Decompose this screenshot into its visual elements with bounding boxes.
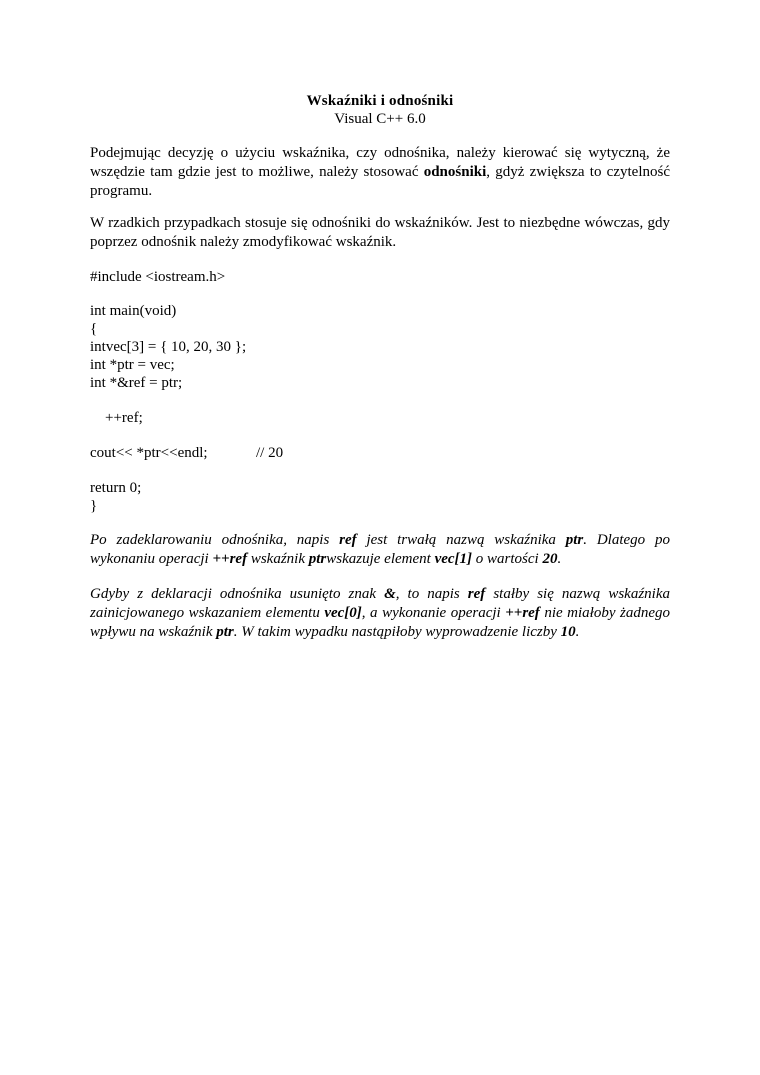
paragraph-1-text-a: Podejmując decyzję o użyciu wskaźnika, czy odnośnika, należy kierować się wytyczną, że wszędzie tam gdzie jest to możliwe, należy stosować [90, 145, 670, 180]
p3-t3: . Dlatego po wykonaniu operacji [90, 532, 670, 567]
p3-b4: ptr [308, 551, 327, 567]
document-subtitle: Visual C++ 6.0 [334, 111, 426, 127]
p4-b4: ++ref [505, 605, 540, 621]
code-line-vec: intvec[3] = { 10, 20, 30 }; [90, 339, 247, 355]
code-line-open-brace: { [90, 321, 98, 337]
p3-t1: Po zadeklarowaniu odnośnika, napis [90, 532, 340, 548]
paragraph-4 [90, 585, 670, 642]
paragraph-1-text-b: , gdyż zwiększa to czytelność programu. [90, 164, 670, 199]
p3-b2: ptr [565, 532, 584, 548]
p4-b6: 10 [560, 624, 576, 640]
code-line-cout: cout<< *ptr<<endl; [90, 445, 208, 461]
p3-t7: . [557, 551, 562, 567]
code-line-include: #include <iostream.h> [90, 269, 226, 285]
paragraph-2: W rzadkich przypadkach stosuje się odnośniki do wskaźników. Jest to niezbędne wówczas, gdy poprzez odnośnik należy zmodyfikować wskaźnik. [90, 215, 670, 250]
p3-t5: wskazuje element [326, 551, 435, 567]
code-line-ref: int *&ref = ptr; [90, 375, 183, 391]
p3-b1: ref [339, 532, 357, 548]
p3-t4: wskaźnik [247, 551, 309, 567]
p4-b1: & [384, 586, 396, 602]
p4-t1: Gdyby z deklaracji odnośnika usunięto znak [90, 586, 385, 602]
p4-b3: vec[0] [324, 605, 362, 621]
code-line-return: return 0; [90, 480, 142, 496]
p4-t4: , a wykonanie operacji [361, 605, 506, 621]
p4-t6: . W takim wypadku nastąpiłoby wyprowadzenie liczby [233, 624, 561, 640]
paragraph-1 [90, 144, 670, 201]
p4-t3: stałby się nazwą wskaźnika zainicjowanego wskazaniem elementu [90, 586, 670, 621]
code-line-close-brace: } [90, 498, 98, 514]
code-line-main: int main(void) [90, 303, 177, 319]
code-line-ptr: int *ptr = vec; [90, 357, 175, 373]
p4-b2: ref [467, 586, 486, 602]
p3-b5: vec[1] [434, 551, 473, 567]
document-title: Wskaźniki i odnośniki [306, 93, 454, 109]
p3-t2: jest trwałą nazwą wskaźnika [356, 532, 566, 548]
p4-b5: ptr [216, 624, 234, 640]
paragraph-1-bold: odnośniki [423, 164, 487, 180]
code-line-increment: ++ref; [90, 410, 143, 426]
p4-t2: , to napis [395, 586, 468, 602]
p3-t6: o wartości [472, 551, 543, 567]
p4-t5: nie miałoby żadnego wpływu na wskaźnik [90, 605, 670, 640]
code-line-comment: // 20 [256, 445, 284, 461]
p4-t7: . [575, 624, 580, 640]
p3-b6: 20 [542, 551, 558, 567]
p3-b3: ++ref [212, 551, 248, 567]
paragraph-3 [90, 531, 670, 569]
